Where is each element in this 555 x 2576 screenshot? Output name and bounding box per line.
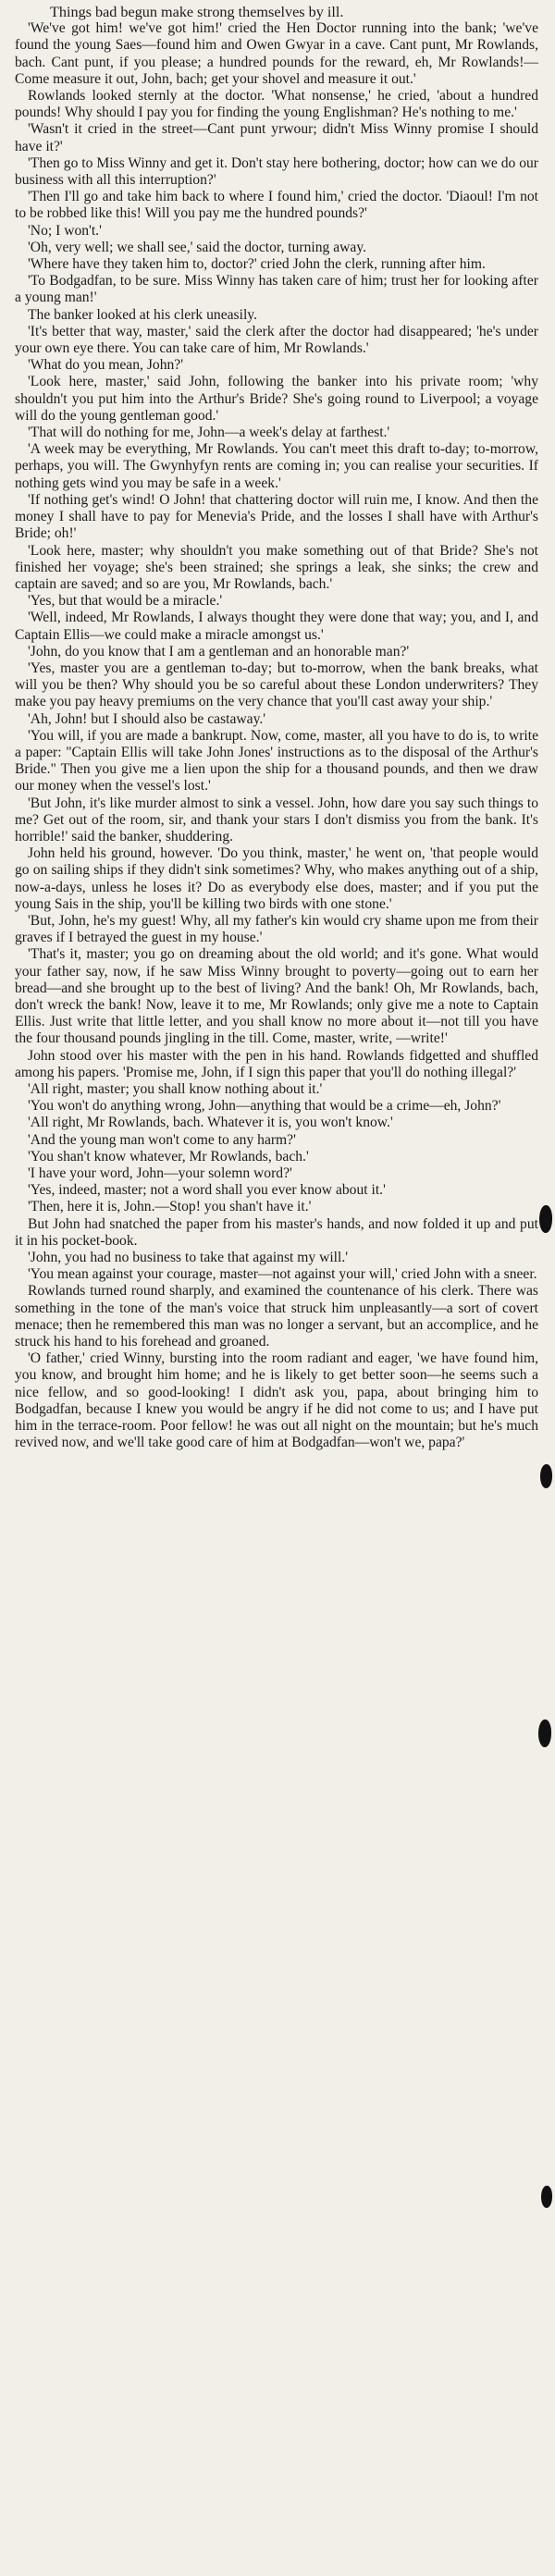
paragraph: 'John, you had no business to take that against my will.': [28, 1250, 349, 1266]
ink-blot: [540, 1464, 552, 1488]
paragraph: Rowlands looked sternly at the doctor. 'What nonsense,' he cried, 'about a hundred pounds! Why should I pay you for finding the young Englishman? He's nothing to me.': [15, 88, 538, 121]
paragraph: 'Look here, master; why shouldn't you make something out of that Bride? She's not finished her voyage; she's been strained; she springs a leak, she sinks; the crew and captain are saved; and so are you, Mr Rowlands, bach.': [15, 542, 538, 592]
paragraph: 'To Bodgadfan, to be sure. Miss Winny has taken care of him; trust her for looking after a young man!': [15, 273, 538, 306]
paragraph: 'What do you mean, John?': [28, 357, 184, 374]
paragraph: 'Oh, very well; we shall see,' said the doctor, turning away.: [28, 239, 367, 255]
paragraph: 'I have your word, John—your solemn word?': [28, 1165, 292, 1182]
paragraph: 'We've got him! we've got him!' cried the Hen Doctor running into the bank; 'we've found the young Saes—found him and Owen Gwyar in a cave. Cant punt, Mr Rowlands, bach. Cant punt, if you please; a hundred pounds for the reward, eh, Mr Rowlands!—Come measure it out, John, bach; get your shovel and measure it out.': [15, 20, 538, 87]
paragraph: 'A week may be everything, Mr Rowlands. You can't meet this draft to-day; to-morrow, perhaps, you will. The Gwynhyfyn rents are coming in; you can realise your securities. If nothing gets wind you may be safe in a week.': [15, 441, 538, 491]
paragraph: 'It's better that way, master,' said the clerk after the doctor had disappeared; 'he's under your own eye there. You can take care of him, Mr Rowlands.': [15, 323, 538, 357]
paragraph: John held his ground, however. 'Do you think, master,' he went on, 'that people would go on sailing ships if they didn't sink sometimes? Why, who makes anything out of a ship, now-a-days, unless he loses it? Do as everybody else does, master; and if you put the young Sais in the ship, you'll be killing two birds with one stone.': [15, 845, 538, 912]
newspaper-column: [15, 4, 538, 1451]
paragraph: 'You shan't know whatever, Mr Rowlands, bach.': [28, 1148, 309, 1165]
paragraph: 'Wasn't it cried in the street—Cant punt yrwour; didn't Miss Winny promise I should have it?': [15, 121, 538, 154]
ink-blot: [541, 2186, 552, 2208]
paragraph: 'Yes, master you are a gentleman to-day; but to-morrow, when the bank breaks, what will you be then? Why should you be so careful about these London underwriters? They make you pay heavy premiums on the very chance that you'll cast away your ship.': [15, 659, 538, 710]
paragraph: 'Yes, indeed, master; not a word shall you ever know about it.': [28, 1182, 386, 1199]
paragraph: Rowlands turned round sharply, and examined the countenance of his clerk. There was something in the tone of the man's voice that struck him unpleasantly—a sort of covert menace; then he remembered this man was no longer a servant, but an accomplice, and he struck his hand to his forehead and groaned.: [15, 1283, 538, 1350]
paragraph: 'But John, it's like murder almost to sink a vessel. John, how dare you say such things to me? Get out of the room, sir, and thank your stars I don't dismiss you from the bank. It's horrible!' said the banker, shuddering.: [15, 795, 538, 844]
paragraph: 'Yes, but that would be a miracle.': [28, 593, 223, 610]
paragraph: 'That's it, master; you go on dreaming about the old world; and it's gone. What would your father say, now, if he saw Miss Winny brought to poverty—going out to earn her bread—and she brought up to the best of living? And the bank! Oh, Mr Rowlands, bach, don't wreck the bank! Now, leave it to me, Mr Rowlands; only give me a note to Captain Ellis. Just write that little letter, and you shall know no more about it—not till you have the four thousand pounds jingling in the till. Come, master, write, —write!': [15, 946, 538, 1047]
paragraph: 'No; I won't.': [28, 222, 102, 239]
paragraph: 'Then I'll go and take him back to where I found him,' cried the doctor. 'Diaoul! I'm not to be robbed like this! Will you pay me the hundred pounds?': [15, 189, 538, 222]
paragraph: 'Then go to Miss Winny and get it. Don't stay here bothering, doctor; how can we do our business with all this interruption?': [15, 154, 538, 189]
ink-blot: [539, 1205, 552, 1233]
paragraph: 'You won't do anything wrong, John—anything that would be a crime—eh, John?': [28, 1098, 501, 1115]
ink-blot: [538, 1719, 551, 1747]
paragraph: 'All right, master; you shall know nothing about it.': [28, 1081, 323, 1097]
paragraph: 'All right, Mr Rowlands, bach. Whatever it is, you won't know.': [28, 1115, 393, 1131]
paragraph: 'But, John, he's my guest! Why, all my father's kin would cry shame upon me from their graves if I betrayed the guest in my house.': [15, 912, 538, 946]
paragraph: 'Where have they taken him to, doctor?' cried John the clerk, running after him.: [28, 256, 486, 273]
paragraph: 'Ah, John! but I should also be castaway.': [28, 710, 266, 727]
paragraph: 'And the young man won't come to any harm?': [28, 1131, 296, 1148]
paragraph: The banker looked at his clerk uneasily.: [28, 306, 257, 323]
paragraph: 'Then, here it is, John.—Stop! you shan't have it.': [28, 1199, 312, 1215]
paragraph: 'You will, if you are made a bankrupt. Now, come, master, all you have to do is, to write a paper: "Captain Ellis will take John Jones' instructions as to the disposal of the Arthur's Bride." Then you give me a lien upon the ship for a thousand pounds, and then we draw our money when the vessel's lost.': [15, 727, 538, 795]
paragraph: 'John, do you know that I am a gentleman and an honorable man?': [28, 643, 410, 659]
story-body: [15, 20, 538, 1451]
paragraph: But John had snatched the paper from his master's hands, and now folded it up and put it in his pocket-book.: [15, 1215, 538, 1249]
paragraph: 'That will do nothing for me, John—a week's delay at farthest.': [28, 425, 390, 441]
paragraph: 'If nothing get's wind! O John! that chattering doctor will ruin me, I know. And then the money I shall have to pay for Menevia's Pride, and the losses I shall have with Arthur's Bride; oh!': [15, 491, 538, 542]
paragraph: 'You mean against your courage, master—not against your will,' cried John with a sneer.: [28, 1266, 537, 1283]
paragraph: John stood over his master with the pen in his hand. Rowlands fidgetted and shuffled among his papers. 'Promise me, John, if I sign this paper that you'll do nothing illegal?': [15, 1047, 538, 1080]
paragraph: 'Well, indeed, Mr Rowlands, I always thought they were done that way; you, and I, and Captain Ellis—we could make a miracle amongst us.': [15, 610, 538, 643]
paragraph: 'O father,' cried Winny, bursting into the room radiant and eager, 'we have found him, you know, and brought him home; and he is likely to get better soon—he seems such a nice fellow, and so good-looking! I didn't ask you, papa, about bringing him to Bodgadfan, because I knew you would be angry if he did not come to us; and I have put him in the terrace-room. Poor fellow! he was out all night on the mountain; but he's much revived now, and we'll take good care of him at Bodgadfan—won't we, papa?': [15, 1350, 538, 1451]
paragraph: 'Look here, master,' said John, following the banker into his private room; 'why shouldn't you put him into the Arthur's Bride? She's going round to Liverpool; a voyage will do the young gentleman good.': [15, 374, 538, 424]
chapter-headline: Things bad begun make strong themselves by ill.: [50, 4, 344, 20]
